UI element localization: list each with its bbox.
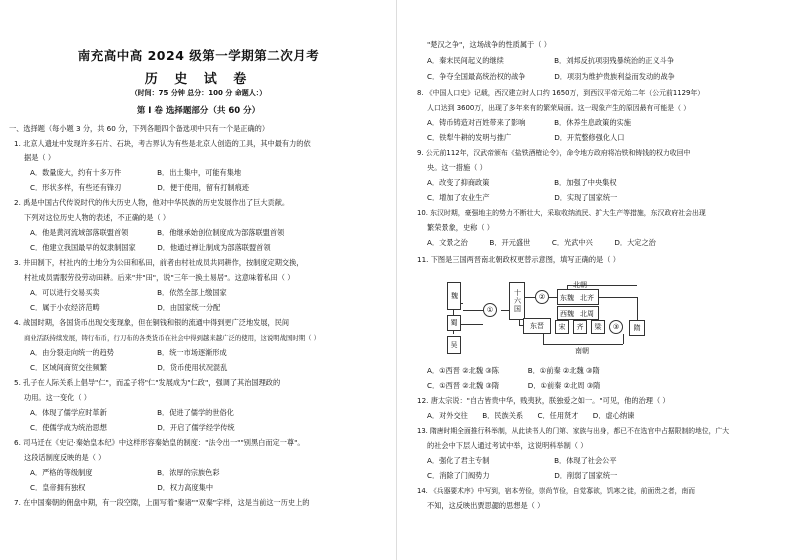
exam-subtitle: 历 史 试 卷 [144,72,253,87]
question-line: 10. 东汉时期，豪强地主的势力不断壮大，采取收纳流民、扩大生产等措施，东汉政府社会出现 [417,209,706,217]
option-line: C．形状多样，有些还有锋刃 D．便于使用，留有打制痕迹 [30,183,249,192]
option-line: A．铸币铸造对百姓带来了影响 B．休养生息政策的实施 [427,118,631,127]
option-line: A．他是黄河流域部落联盟首领 B．他继承始创位制度成为部落联盟首领 [30,228,285,237]
question-line: 的社会中下层人通过考试中举，这说明科举制（ ） [427,441,588,450]
question-line: 人口达到 3600万，出现了多年来有的繁荣局面。这一现象产生的原因最有可能是（ ） [427,104,691,112]
question-line: 5. 孔子在人际关系上倡导"仁"，而孟子将"仁"发展成为"仁政"，强调了其治国理政的 [14,378,281,387]
option-line: C．①西晋 ②北魏 ③隋 D．①前秦 ②北周 ③隋 [427,381,601,390]
blank-circle-2: ② [535,290,549,304]
question-line: 4. 战国时期，各国货币出现交变现象，但在铜钱和银的流通中得到更广泛地发展，民间 [14,318,290,327]
question-line: 11. 下图是三国两晋南北朝政权更替示意图，填写正确的是（ ） [417,255,620,264]
question-line: 2. 禹是中国古代传说时代的伟大历史人物，他对中华民族的历史发展作出了巨大贡献。 [14,198,290,207]
question-line: 14. 《兵器要术序》中写到，宿本劳俭，崇尚节俭，自觉寡欲，饥寒之徒，前面贵之者，南而 [417,487,696,495]
qi-box: 齐 [573,320,587,334]
question-line: 7. 在中国秦朝的佣盘中期，有一段空隙，上面写着"秦诸""双秦"字样，这是当前这一历史上的 [14,498,310,507]
option-line: A．秦末民间起义的继续 B．刘邦反抗项羽残暴统治的正义斗争 [427,56,675,65]
wei-box: 魏 [447,282,461,310]
dongjin-box: 东晋 [523,318,551,334]
xiwei-label: 西魏 [560,310,574,318]
wu-box: 吴 [447,336,461,354]
blank-circle-1: ① [483,303,497,317]
option-line: C．消除了门阀势力 D．削弱了国家统一 [427,471,618,480]
option-line: A．改变了抑商政策 B．加强了中央集权 [427,178,617,187]
sixteen-kingdoms-box: 十六国 [509,282,525,320]
question-line: 9. 公元前112年，汉武帝颁布《盐铁酒榷论令》，命令地方政府将冶铁和铸钱的权力收回中 [417,149,691,157]
option-line: A．①西晋 ②北魏 ③陈 B．①前秦 ②北魏 ③隋 [427,366,600,375]
liang-box: 梁 [591,320,605,334]
question-line: "楚汉之争"，这场战争的性质属于（ ） [427,40,551,49]
question-line: 3. 井田制下，村社内的土地分为公田和私田，前者由村社成员共同耕作，按制度定期交换， [14,258,304,267]
option-line: A．强化了君主专制 B．体现了社会公平 [427,456,617,465]
option-line: C．铁犁牛耕的发明与推广 D．开荒整修强化人口 [427,133,625,142]
question-line: 央。这一措施（ ） [427,163,487,172]
question-line: 功用。这一变化（ ） [24,393,91,402]
question-line: 13. 隋唐时期全面推行科举制，从此读书人的门第、家族与出身，都已不在选官中占据限制的地位，广大 [417,427,730,435]
option-line: A．数量庞大，约有十多万件 B．出土集中，可能有集地 [30,168,242,177]
shu-box: 蜀 [447,315,461,331]
beiqi-label: 北齐 [580,294,594,302]
question-line: 这段话制度反映的是（ ） [24,453,106,462]
song-box: 宋 [555,320,569,334]
south-dynasties-label: 南朝 [575,347,589,355]
beizhou-label: 北周 [580,310,594,318]
exam-title: 南充高中高 2024 级第一学期第二次月考 [77,48,320,63]
north-dynasties-label: 北朝 [573,281,587,289]
question-line: 下列对这位历史人物的表述，不正确的是（ ） [24,213,171,222]
question-line: 据是（ ） [24,153,56,162]
blank-circle-3: ③ [609,320,623,334]
option-line: C．属于小农经济范畴 D．由国家统一分配 [30,303,221,312]
sui-box: 隋 [629,320,645,336]
option-line: C．他建立我国最早的奴隶制国家 D．他通过禅让制成为部落联盟首领 [30,243,271,252]
question-line: 繁荣景象，史称（ ） [427,223,494,232]
question-line: 8. 《中国人口史》记载，西汉建立时人口约 1650万，到西汉平帝元始二年（公元前1129年） [417,89,705,97]
option-line: A．严格的等级制度 B．浓厚的宗族色彩 [30,468,220,477]
question-line: 商业活跃持续发展，铸行布币，行刀布的各类货币在社会中得到越来越广泛的使用，这说明战国时期（ ） [24,334,320,342]
part-heading: 第 I 卷 选择题部分（共 60 分） [136,106,261,116]
question-line: 1. 北京人遗址中发现许多石片、石块，考古界认为有些是北京人创造的工具，其中最有力的依 [14,139,311,148]
question-line: 6. 司马迁在《史记·秦始皇本纪》中这样形容秦始皇的制度："法令出一""别黑白而定一尊"。 [14,438,305,447]
option-line: C．使儒学成为统治思想 D．开启了儒学经学传统 [30,423,235,432]
exam-info: （时间：75 分钟 总分：100 分 命题人：） [130,89,267,97]
option-line: C．皇帝拥有独权 D．权力高度集中 [30,483,214,492]
question-line: 不知，这反映出贾思勰的思想是（ ） [427,501,545,510]
dongwei-label: 东魏 [560,294,574,302]
dynasty-diagram [443,280,659,358]
option-line: A．体现了儒学应时革新 B．促进了儒学的世俗化 [30,408,234,417]
option-line: C．争夺全国最高统治权的战争 D．项羽为维护贵族利益而发动的战争 [427,72,675,81]
option-line: A．由分裂走向统一的趋势 B．统一市场逐渐形成 [30,348,227,357]
question-line: 12. 唐太宗说："自古皆贵中华，贱夷狄，朕独爱之如一。"可见，他的治理（ ） [417,396,670,405]
question-line: 一、选择题（每小题 3 分，共 60 分，下列各题四个备选项中只有一个是正确的） [9,124,270,133]
option-line: C．增加了农业生产 D．实现了国家统一 [427,193,618,202]
question-line: 村社成员需服劳役劳动田耕。后来"井"田"，说"三年一换土易居"。这意味着私田（ ） [24,273,295,282]
option-line: C．区域间商贸交往频繁 D．货币使用状况混乱 [30,363,228,372]
option-line: A．可以进行交易买卖 B．依然全部上缴国家 [30,288,227,297]
option-line: A．文景之治 B．开元盛世 C．光武中兴 D．大定之治 [427,238,656,247]
option-line: A．对外交往 B．民族关系 C．任用贤才 D．虚心纳谏 [427,411,635,420]
